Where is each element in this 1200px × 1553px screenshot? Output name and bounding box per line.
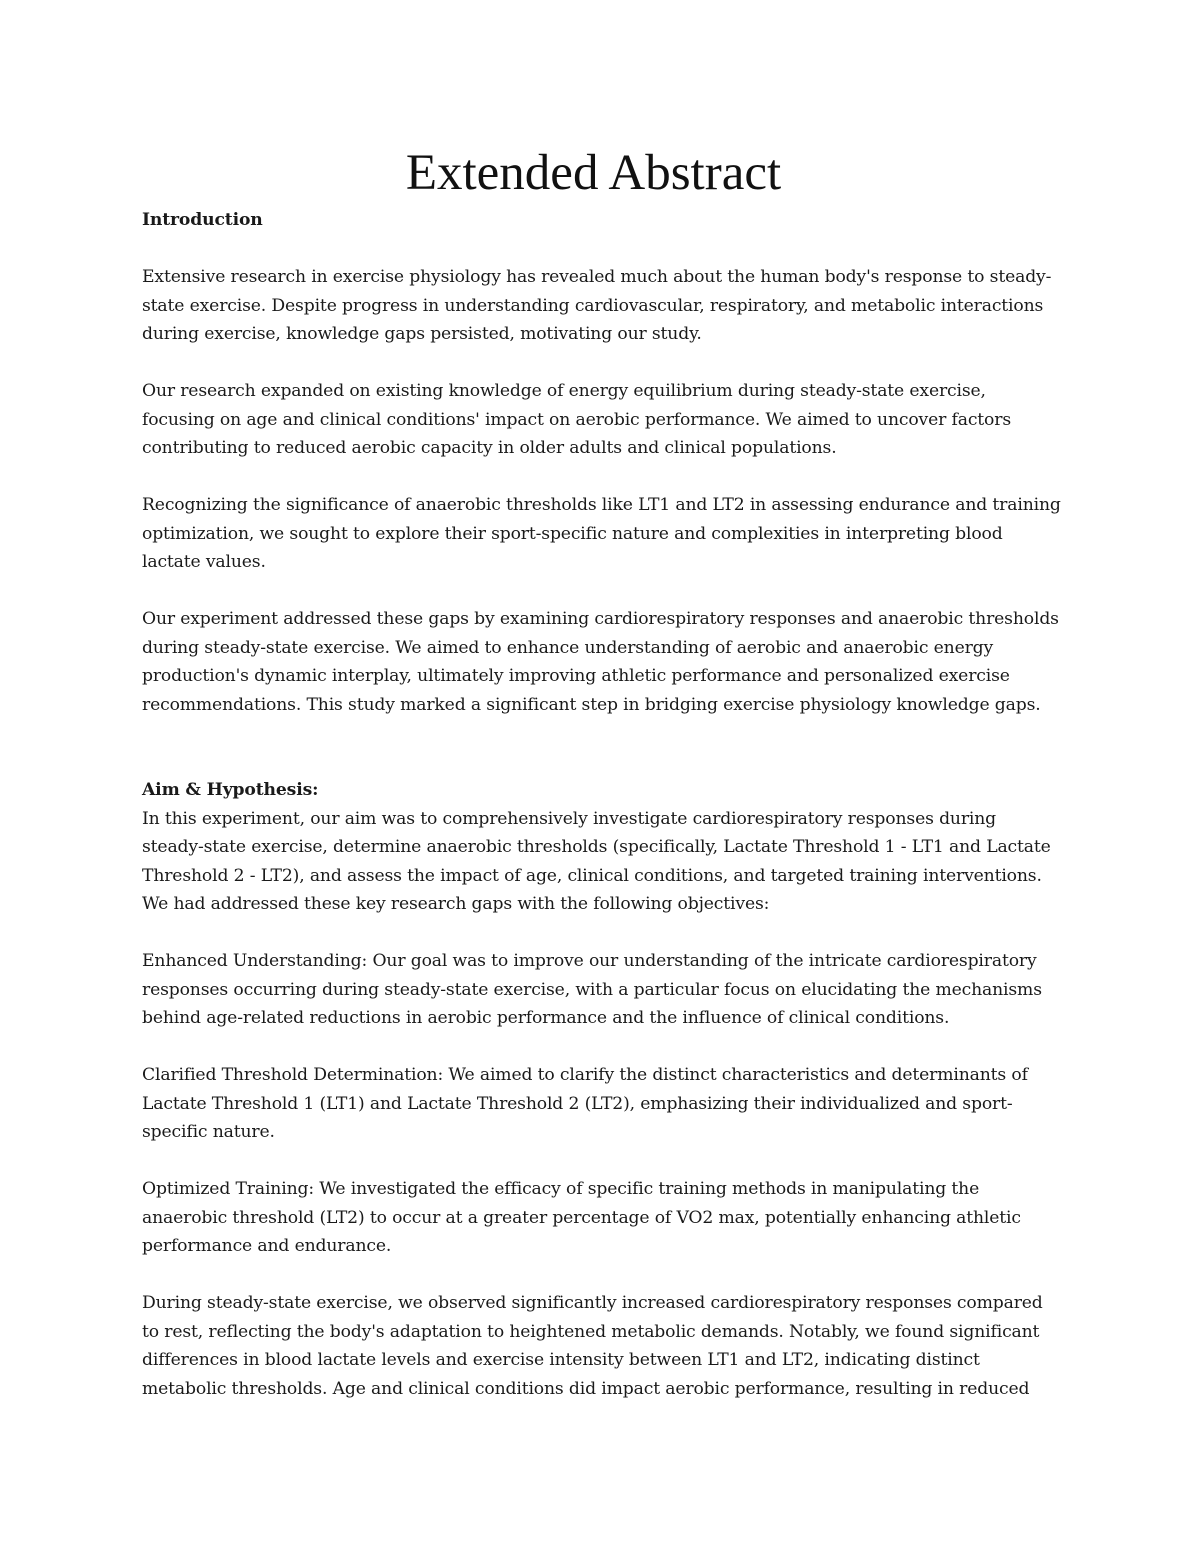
spacer bbox=[142, 577, 1062, 606]
aim-paragraph-2: Enhanced Understanding: Our goal was to improve our understanding of the intricate cardiorespiratory responses occurring during steady-state exercise, with a particular focus on elucidating the mechanisms behind age-related reductions in aerobic performance and the influence of clinical conditions. bbox=[142, 951, 1042, 1028]
aim-paragraph-5: During steady-state exercise, we observed significantly increased cardiorespiratory responses compared to rest, reflecting the body's adaptation to heightened metabolic demands. Notably, we found significant differences in blood lactate levels and exercise intensity between LT1 and LT2, indicating distinct metabolic thresholds. Age and clinical conditions did impact aerobic performance, resulting in reduced bbox=[142, 1293, 1043, 1399]
intro-paragraph-1: Extensive research in exercise physiology has revealed much about the human body's response to steady-state exercise. Despite progress in understanding cardiovascular, respiratory, and metabolic interactions during exercise, knowledge gaps persisted, motivating our study. bbox=[142, 267, 1052, 344]
spacer bbox=[142, 349, 1062, 378]
intro-paragraph-4: Our experiment addressed these gaps by examining cardiorespiratory responses and anaerobic thresholds during steady-state exercise. We aimed to enhance understanding of aerobic and anaerobic energy production's dynamic interplay, ultimately improving athletic performance and personalized exercise recommendations. This study marked a significant step in bridging exercise physiology knowledge gaps. bbox=[142, 609, 1059, 715]
spacer bbox=[142, 1261, 1062, 1290]
intro-paragraph-3: Recognizing the significance of anaerobic thresholds like LT1 and LT2 in assessing endurance and training optimization, we sought to explore their sport-specific nature and complexities in interpreting blood lactate values. bbox=[142, 495, 1061, 572]
aim-paragraph-1: In this experiment, our aim was to comprehensively investigate cardiorespiratory responses during steady-state exercise, determine anaerobic thresholds (specifically, Lactate Threshold 1 - LT1 and Lactate Threshold 2 - LT2), and assess the impact of age, clinical conditions, and targeted training interventions. We had addressed these key research gaps with the following objectives: bbox=[142, 808, 1051, 914]
spacer bbox=[142, 919, 1062, 948]
spacer bbox=[142, 463, 1062, 492]
spacer bbox=[142, 719, 1062, 776]
document-body bbox=[142, 206, 1062, 1403]
aim-paragraph-4: Optimized Training: We investigated the efficacy of specific training methods in manipulating the anaerobic threshold (LT2) to occur at a greater percentage of VO2 max, potentially enhancing athletic performance and endurance. bbox=[142, 1179, 1021, 1256]
aim-paragraph-3: Clarified Threshold Determination: We aimed to clarify the distinct characteristics and determinants of Lactate Threshold 1 (LT1) and Lactate Threshold 2 (LT2), emphasizing their individualized and sport-specific nature. bbox=[142, 1065, 1028, 1142]
document-title: Extended Abstract bbox=[405, 145, 782, 201]
section-heading-introduction: Introduction bbox=[142, 210, 263, 230]
spacer bbox=[142, 1147, 1062, 1176]
intro-paragraph-2: Our research expanded on existing knowledge of energy equilibrium during steady-state exercise, focusing on age and clinical conditions' impact on aerobic performance. We aimed to uncover factors contributing to reduced aerobic capacity in older adults and clinical populations. bbox=[142, 381, 1011, 458]
spacer bbox=[142, 235, 1062, 264]
section-heading-aim-hypothesis: Aim & Hypothesis: bbox=[142, 780, 319, 800]
spacer bbox=[142, 1033, 1062, 1062]
